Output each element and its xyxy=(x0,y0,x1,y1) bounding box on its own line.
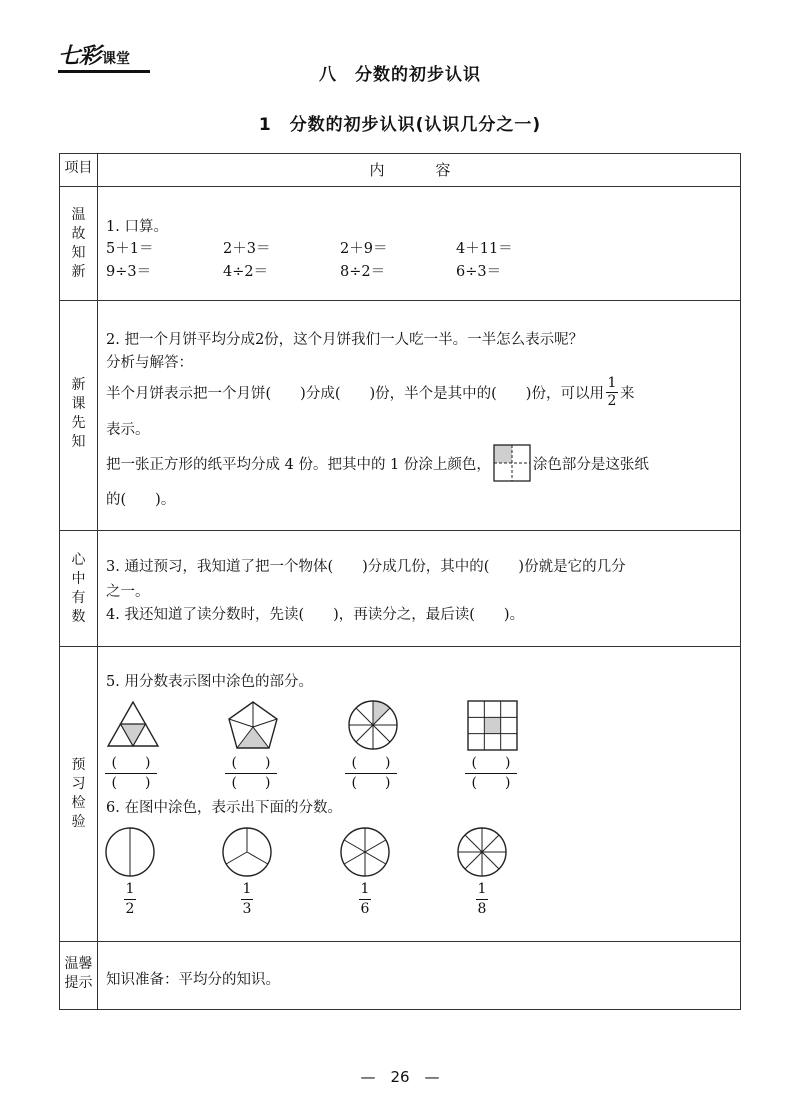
calc-2-4: 6÷3＝ xyxy=(456,264,502,280)
grid-figure xyxy=(467,700,519,752)
square-sentence: 把一张正方形的纸平均分成 4 份。把其中的 1 份涂上颜色， 涂色部分是这张纸 xyxy=(106,444,649,482)
lesson-title: 1 分数的初步认识(认识几分之一) xyxy=(258,115,542,135)
row-divider xyxy=(60,300,740,301)
half-sentence-end: 表示。 xyxy=(106,422,150,438)
row-divider xyxy=(60,186,740,187)
column-divider xyxy=(97,154,98,1009)
lesson-table xyxy=(59,153,741,1010)
tips-label: 温馨 提示 xyxy=(64,956,93,991)
header-content-label: 内 容 xyxy=(369,161,469,179)
tips-text: 知识准备：平均分的知识。 xyxy=(106,972,280,988)
q3-text: 3. 通过预习，我知道了把一个物体( )分成几份，其中的( )份就是它的几分 xyxy=(106,559,626,575)
header-item-label: 项目 xyxy=(64,160,93,176)
calc-2-3: 8÷2＝ xyxy=(340,264,386,280)
q5-text: 5. 用分数表示图中涂色的部分。 xyxy=(106,674,313,690)
square-sentence-end: 的( )。 xyxy=(106,492,176,508)
fraction-half: $\frac{1}{2}$ xyxy=(607,375,617,409)
triangle-figure xyxy=(105,699,161,751)
q4-text: 4. 我还知道了读分数时，先读( )，再读分之，最后读( )。 xyxy=(106,607,525,623)
answer-blank-triangle[interactable]: ( ) ( ) xyxy=(105,755,157,792)
brand-script: 七彩 xyxy=(58,43,101,69)
circle-halves[interactable] xyxy=(103,825,157,879)
brand-plain: 课堂 xyxy=(102,51,131,67)
calc-1-2: 2＋3＝ xyxy=(223,241,271,257)
circle-figure xyxy=(345,697,401,753)
page-number: — 26 — xyxy=(360,1068,440,1086)
chapter-title: 八 分数的初步认识 xyxy=(319,65,481,85)
target-fraction-sixth: 1 6 xyxy=(360,881,370,917)
analysis-label: 分析与解答： xyxy=(106,355,193,371)
row-divider xyxy=(60,530,740,531)
circle-thirds[interactable] xyxy=(220,825,274,879)
calc-1-4: 4＋11＝ xyxy=(456,241,513,257)
target-fraction-third: 1 3 xyxy=(242,881,252,917)
shaded-square-figure xyxy=(493,444,531,482)
review-label: 温 故 知 新 xyxy=(71,207,86,280)
row-divider xyxy=(60,941,740,942)
q6-text: 6. 在图中涂色，表示出下面的分数。 xyxy=(106,800,342,816)
row-divider xyxy=(60,646,740,647)
q2-text: 2. 把一个月饼平均分成2份，这个月饼我们一人吃一半。一半怎么表示呢？ xyxy=(106,332,584,348)
q3-text-end: 之一。 xyxy=(106,584,150,600)
q1-title: 1. 口算。 xyxy=(106,219,168,235)
target-fraction-half: 1 2 xyxy=(125,881,135,917)
preview-label: 预 习 检 验 xyxy=(71,757,86,830)
calc-2-2: 4÷2＝ xyxy=(223,264,269,280)
answer-blank-grid[interactable]: ( ) ( ) xyxy=(465,755,517,792)
half-sentence: 半个月饼表示把一个月饼( )分成( )份，半个是其中的( )份，可以用 $\frac{1}{2}$ 来 xyxy=(106,375,635,409)
target-fraction-eighth: 1 8 xyxy=(477,881,487,917)
pentagon-figure xyxy=(225,699,281,753)
new-lesson-label: 新 课 先 知 xyxy=(71,377,86,450)
circle-eighths[interactable] xyxy=(455,825,509,879)
answer-blank-pentagon[interactable]: ( ) ( ) xyxy=(225,755,277,792)
calc-1-3: 2＋9＝ xyxy=(340,241,388,257)
answer-blank-circle[interactable]: ( ) ( ) xyxy=(345,755,397,792)
in-mind-label: 心 中 有 数 xyxy=(71,552,86,625)
circle-sixths[interactable] xyxy=(338,825,392,879)
calc-1-1: 5＋1＝ xyxy=(106,241,154,257)
calc-2-1: 9÷3＝ xyxy=(106,264,152,280)
